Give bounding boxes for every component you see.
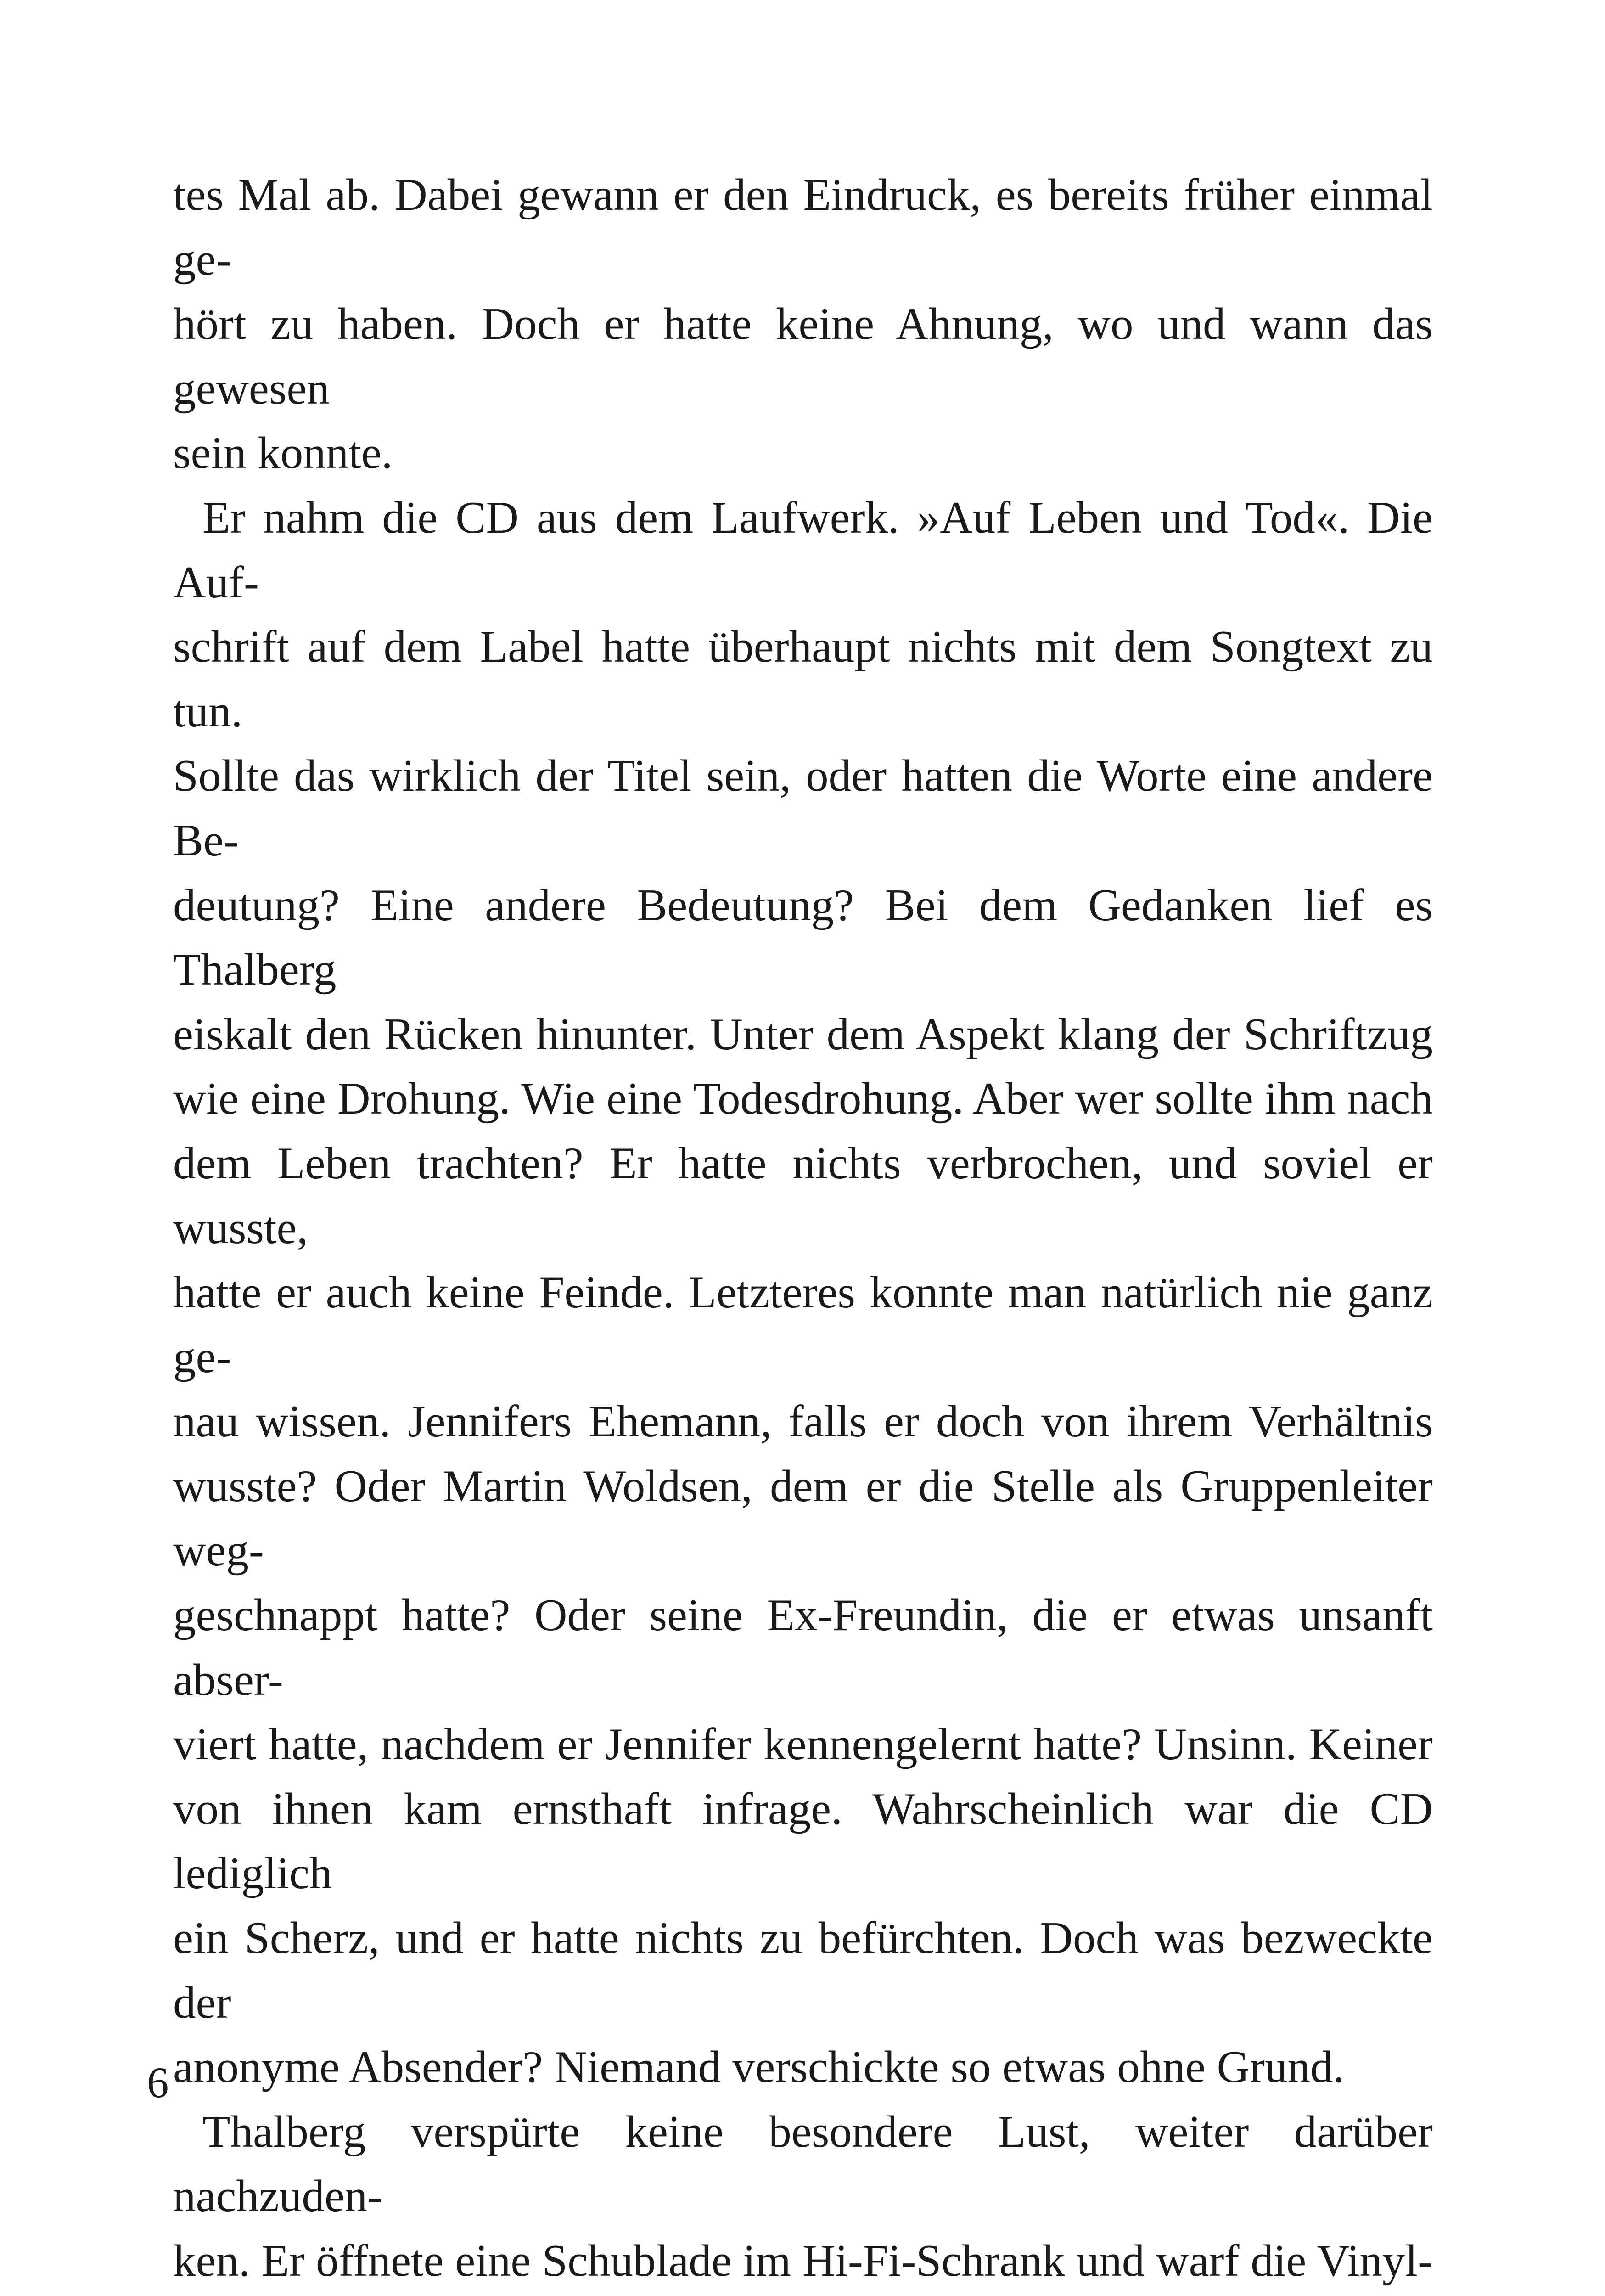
text-line: sein konnte. <box>173 428 393 478</box>
text-line: Sollte das wirklich der Titel sein, oder hatten die Worte eine andere Be- <box>173 751 1433 866</box>
text-line: wie eine Drohung. Wie eine Todesdrohung. Aber wer sollte ihm nach <box>173 1074 1433 1124</box>
text-line: ein Scherz, und er hatte nichts zu befürchten. Doch was bezweckte der <box>173 1913 1433 2028</box>
paragraph-1 <box>173 163 1433 486</box>
text-line: Er nahm die CD aus dem Laufwerk. »Auf Leben und Tod«. Die Auf- <box>173 492 1433 608</box>
text-line: viert hatte, nachdem er Jennifer kennengelernt hatte? Unsinn. Keiner <box>173 1719 1433 1770</box>
text-line: tes Mal ab. Dabei gewann er den Eindruck, es bereits früher einmal ge- <box>173 170 1433 285</box>
text-line: ken. Er öffnete eine Schublade im Hi-Fi-Schrank und warf die Vinyl- <box>173 2236 1433 2286</box>
paragraph-2 <box>173 486 1433 2100</box>
text-line: Thalberg verspürte keine besondere Lust, weiter darüber nachzuden- <box>173 2106 1433 2222</box>
text-line: deutung? Eine andere Bedeutung? Bei dem Gedanken lief es Thalberg <box>173 880 1433 995</box>
text-line: eiskalt den Rücken hinunter. Unter dem Aspekt klang der Schriftzug <box>173 1009 1433 1059</box>
text-line: geschnappt hatte? Oder seine Ex-Freundin, die er etwas unsanft abser- <box>173 1590 1433 1705</box>
book-page-body <box>173 163 1433 2296</box>
text-line: wusste? Oder Martin Woldsen, dem er die Stelle als Gruppenleiter weg- <box>173 1461 1433 1576</box>
paragraph-3 <box>173 2100 1433 2296</box>
text-line: nau wissen. Jennifers Ehemann, falls er doch von ihrem Verhältnis <box>173 1396 1433 1447</box>
text-line: dem Leben trachten? Er hatte nichts verbrochen, und soviel er wusste, <box>173 1138 1433 1253</box>
text-line <box>173 2294 1433 2296</box>
page-number: 6 <box>147 2058 169 2107</box>
text-line: schrift auf dem Label hatte überhaupt nichts mit dem Songtext zu tun. <box>173 622 1433 737</box>
text-line: anonyme Absender? Niemand verschickte so etwas ohne Grund. <box>173 2042 1345 2093</box>
text-line: hört zu haben. Doch er hatte keine Ahnung, wo und wann das gewesen <box>173 299 1433 414</box>
text-line: von ihnen kam ernsthaft infrage. Wahrscheinlich war die CD lediglich <box>173 1784 1433 1899</box>
text-line: hatte er auch keine Feinde. Letzteres konnte man natürlich nie ganz ge- <box>173 1267 1433 1382</box>
